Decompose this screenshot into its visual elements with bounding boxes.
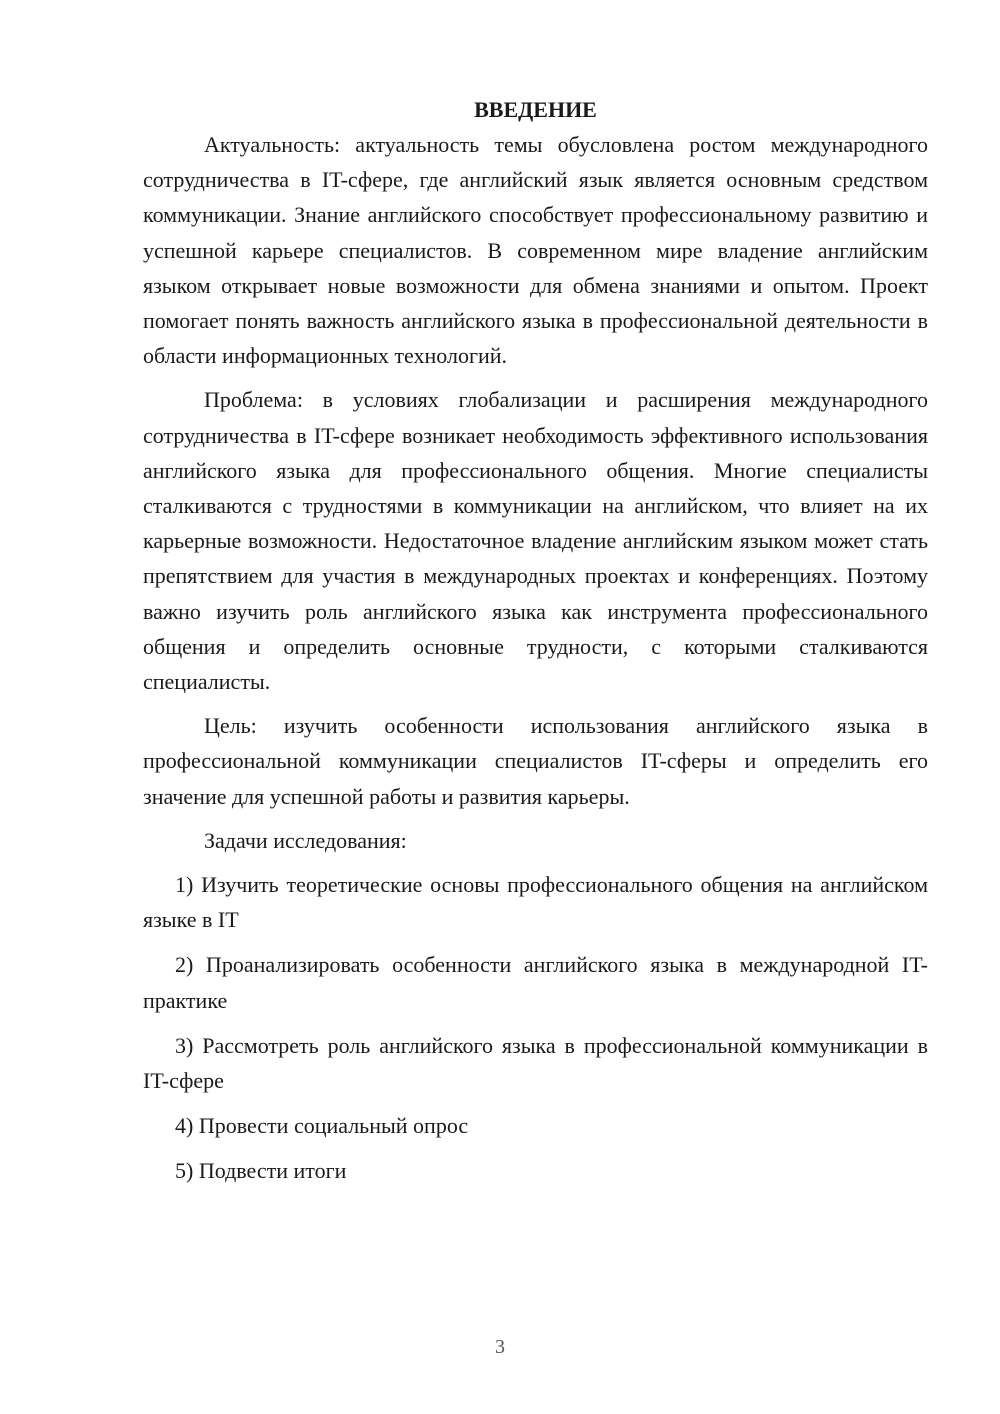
paragraph-relevance: Актуальность: актуальность темы обусловлена ростом международного сотрудничества в IT-сфере, где английский язык является основным средством коммуникации. Знание английского способствует профессиональному развитию и успешной карьере специалистов. В современном мире владение английским языком открывает новые возможности для обмена знаниями и опытом. Проект помогает понять важность английского языка в профессиональной деятельности в области информационных технологий. [143,132,928,369]
task-item: 1) Изучить теоретические основы профессионального общения на английском языке в IT [143,872,928,933]
page-title: ВВЕДЕНИЕ [474,97,597,122]
task-item: 2) Проанализировать особенности английского языка в международной IT-практике [143,952,928,1013]
task-item: 3) Рассмотреть роль английского языка в профессиональной коммуникации в IT-сфере [143,1032,928,1094]
task-item: 5) Подвести итоги [175,1158,347,1184]
paragraph-problem: Проблема: в условиях глобализации и расширения международного сотрудничества в IT-сфере возникает необходимость эффективного использования английского языка для профессионального общения. Многие специалисты сталкиваются с трудностями в коммуникации на английском, что влияет на их карьерные возможности. Недостаточное владение английским языком может стать препятствием для участия в международных проектах и конференциях. Поэтому важно изучить роль английского языка как инструмента профессионального общения и определить основные трудности, с которыми сталкиваются специалисты. [143,387,928,695]
task-item: 4) Провести социальный опрос [175,1113,469,1139]
paragraph-goal: Цель: изучить особенности использования английского языка в профессиональной коммуникации специалистов IT-сферы и определить его значение для успешной работы и развития карьеры. [143,713,928,809]
page-content [143,94,928,1199]
tasks-heading: Задачи исследования: [204,827,407,853]
page-number: 3 [495,1336,505,1358]
